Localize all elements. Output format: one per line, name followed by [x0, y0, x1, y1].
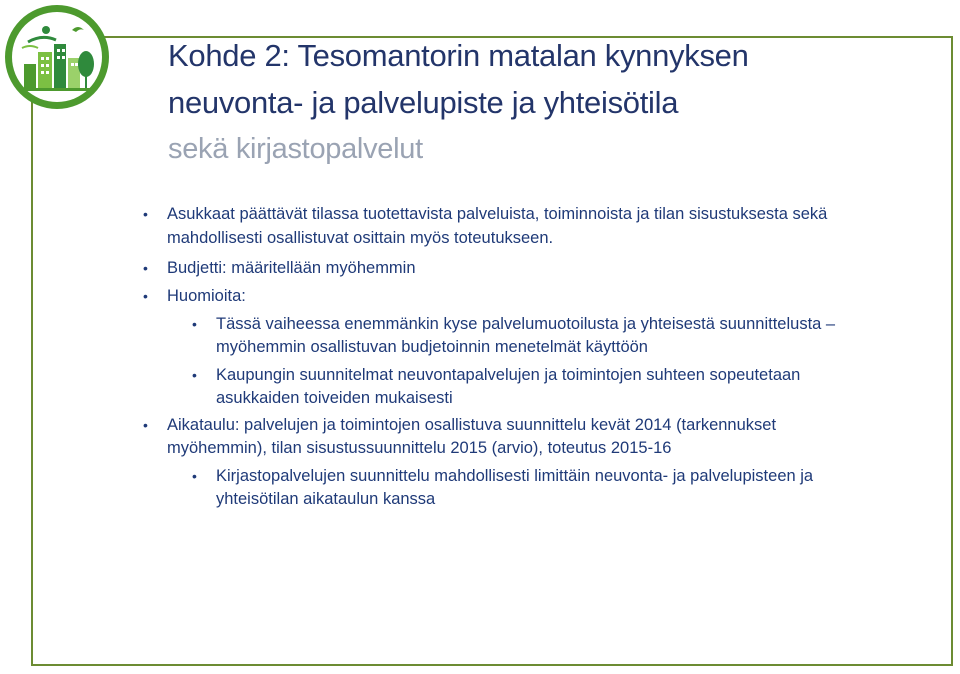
bullet-marker: •: [143, 288, 148, 304]
sub-bullet-text: Tässä vaiheessa enemmänkin kyse palvelumuotoilusta ja yhteisestä suunnittelusta –: [216, 315, 836, 333]
sub-bullet-text-continued: myöhemmin osallistuvan budjetoinnin menetelmät käyttöön: [216, 338, 648, 356]
bullet-text-continued: myöhemmin), tilan sisustussuunnittelu 2015 (arvio), toteutus 2015-16: [167, 439, 672, 457]
bullet-text-continued: mahdollisesti osallistuvat osittain myös toteutukseen.: [167, 229, 554, 247]
sub-bullet-text: Kaupungin suunnitelmat neuvontapalvelujen ja toimintojen suhteen sopeutetaan: [216, 366, 801, 384]
sub-bullet-text: Kirjastopalvelujen suunnittelu mahdollisesti limittäin neuvonta- ja palvelupisteen ja: [216, 467, 814, 485]
sub-bullet-text-continued: asukkaiden toiveiden mukaisesti: [216, 389, 453, 407]
bullet-text: Huomioita:: [167, 287, 246, 305]
sub-bullet-marker: •: [192, 316, 197, 332]
bullet-marker: •: [143, 260, 148, 276]
sub-bullet-marker: •: [192, 468, 197, 484]
bullet-marker: •: [143, 417, 148, 433]
slide-title-line-2: neuvonta- ja palvelupiste ja yhteisötila: [168, 85, 679, 120]
slide-subtitle: sekä kirjastopalvelut: [168, 133, 423, 165]
sub-bullet-text-continued: yhteisötilan aikataulun kanssa: [216, 490, 436, 508]
bullet-text: Aikataulu: palvelujen ja toimintojen osallistuva suunnittelu kevät 2014 (tarkennukset: [167, 416, 777, 434]
sub-bullet-marker: •: [192, 367, 197, 383]
bullet-marker: •: [143, 206, 148, 222]
bullet-text: Asukkaat päättävät tilassa tuotettavista palveluista, toiminnoista ja tilan sisustuksesta sekä: [167, 205, 828, 223]
slide-title-line-1: Kohde 2: Tesomantorin matalan kynnyksen: [168, 38, 749, 73]
bullet-text: Budjetti: määritellään myöhemmin: [167, 259, 416, 277]
